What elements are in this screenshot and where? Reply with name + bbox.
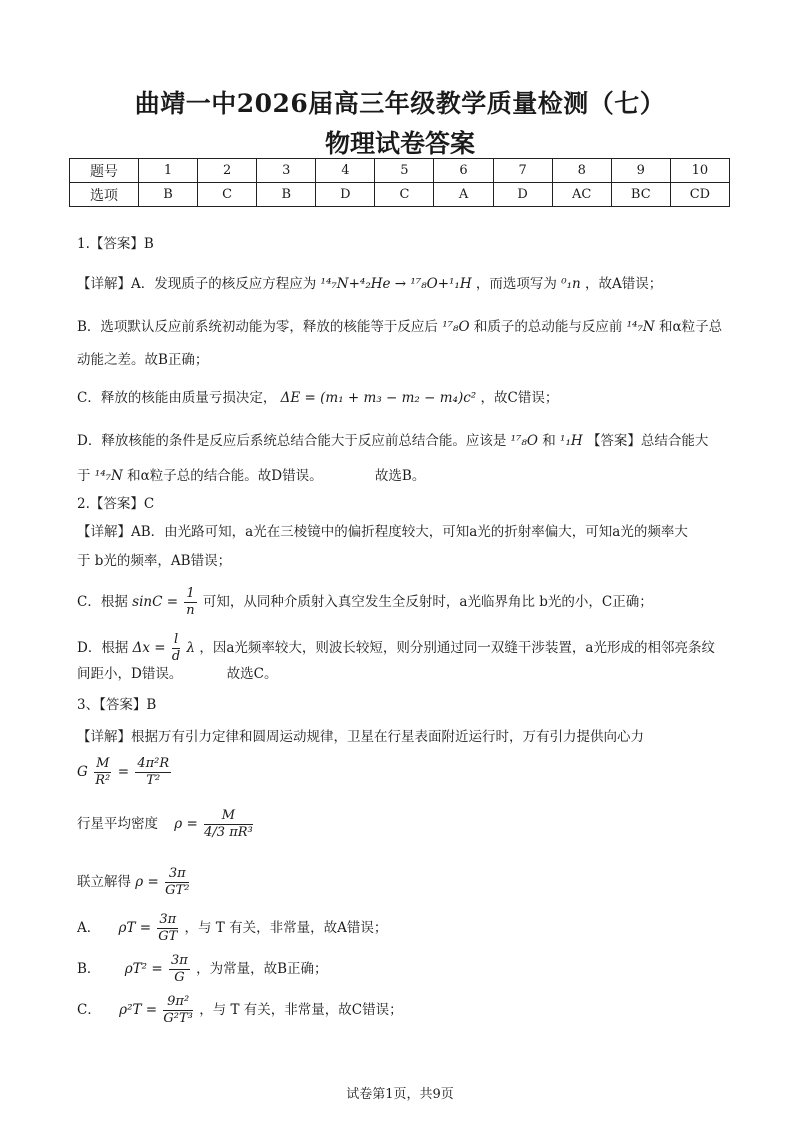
fraction-numerator: M [96,756,110,771]
q2-detail-ab1: 【详解】AB．由光路可知，a光在三棱镜中的偏折程度较大，可知a光的折射率偏大，可知a光的频率大 [77,524,688,540]
fraction [157,912,178,945]
q1-detail-c [77,388,558,408]
answer-table [69,158,730,207]
q2-answer: 2.【答案】C [77,496,155,512]
fraction-denominator: G [174,970,185,985]
q2-detail-d-end: ，因a光频率较大，则波长较短，则分别通过同一双缝干涉装置，a光形成的相邻亮条纹 [199,640,715,656]
table-cell: 2 [198,159,257,183]
q1-detail-d2-text: 和α粒子总的结合能。故D错误。 [127,468,323,484]
option-label: B． [77,961,101,977]
fraction-numerator: 4π²R [137,756,170,771]
q1-equation-b2: ¹⁴₇N [626,319,655,335]
fraction [135,756,171,789]
table-cell: B [139,183,198,207]
page-title: 曲靖一中2026届高三年级教学质量检测（七） [134,89,666,118]
table-header-answer: 选项 [70,183,139,207]
solve-lhs: ρ = [135,874,159,890]
q1-answer: 1.【答案】B [77,236,154,252]
fraction-denominator: d [171,649,181,664]
equals-sign: = [117,764,130,780]
fraction [94,756,111,789]
table-cell: B [257,183,316,207]
fraction-numerator: 1 [186,586,195,601]
q2-choose: 故选C。 [226,666,278,682]
table-cell: 8 [552,159,611,183]
q1-detail-d1-mid: 和 [542,433,556,449]
q1-equation-a: ¹⁴₇N+⁴₂He → ¹⁷₈O+¹₁H [320,276,472,292]
q3-solve [77,866,191,899]
table-cell: 5 [375,159,434,183]
solve-label: 联立解得 [77,874,131,890]
table-cell: C [198,183,257,207]
fraction [163,994,192,1027]
option-text: ，与 T 有关，非常量，故C错误； [199,1002,403,1018]
q2-detail-d2 [77,664,277,684]
fraction-denominator: n [186,603,195,618]
q1-detail-b1-text: B．选项默认反应前系统初动能为零，释放的核能等于反应后 [77,319,438,335]
fraction-denominator: T² [146,773,161,788]
table-cell: C [375,183,434,207]
q3-option-a [77,912,387,945]
q2-detail-c-end: 可知，从同种介质射入真空发生全反射时，a光临界角比 b光的小，C正确； [202,594,653,610]
fraction-numerator: 3π [170,953,188,968]
q1-equation-d3: ¹⁴₇N [94,468,123,484]
fraction [165,866,189,899]
q1-equation-d1: ¹⁷₈O [510,433,538,449]
q1-detail-b1 [77,317,722,337]
q3-option-b [77,953,328,986]
table-header-number: 题号 [70,159,139,183]
q1-detail-a-text: 【详解】A．发现质子的核反应方程应为 [77,276,317,292]
option-label: C． [77,1002,101,1018]
fraction-numerator: 3π [159,912,177,927]
q3-density [77,808,255,841]
option-text: ，与 T 有关，非常量，故A错误； [184,920,388,936]
fraction-denominator: GT² [165,883,190,898]
q1-detail-b1-end: 和α粒子总 [658,319,723,335]
q2-fraction-d [172,632,180,665]
q2-detail-d-text: D．根据 [77,640,129,656]
table-cell: 6 [434,159,493,183]
q3-option-c [77,994,403,1027]
q3-equation-1 [77,756,173,789]
fraction-denominator: R² [95,773,111,788]
q2-detail-c-text: C．根据 [77,594,128,610]
table-cell: D [493,183,552,207]
q1-detail-a [77,274,662,294]
q1-detail-a-tail: ，而选项写为 [475,276,557,292]
option-lhs: ρT² = [124,961,163,977]
q1-detail-c-end: ，故C错误； [480,390,559,406]
table-cell: 4 [316,159,375,183]
fraction-denominator: G²T³ [163,1011,193,1026]
q3-detail: 【详解】根据万有引力定律和圆周运动规律，卫星在行星表面附近运行时，万有引力提供向心力 [77,729,644,745]
fraction-numerator: l [172,632,180,649]
page-footer: 试卷第1页，共9页 [346,1087,454,1102]
option-lhs: ρT = [118,920,152,936]
q1-detail-d2 [77,466,425,486]
q2-detail-d2-text: 间距小，D错误。 [77,666,183,682]
q1-detail-d2-pre: 于 [77,468,91,484]
q1-detail-a-end: ，故A错误； [585,276,663,292]
table-cell: A [434,183,493,207]
q2-equation-d-lhs: Δx = [132,640,166,656]
q2-detail-ab2: 于 b光的频率，AB错误； [77,553,232,569]
q2-equation-d-tail: λ [186,640,196,656]
table-cell: D [316,183,375,207]
fraction-numerator: M [204,808,253,825]
option-text: ，为常量，故B正确； [196,961,328,977]
table-cell: 9 [611,159,670,183]
q1-detail-b1-mid: 和质子的总动能与反应前 [473,319,623,335]
q1-detail-d1-end: 【答案】总结合能大 [586,433,709,449]
table-cell: CD [670,183,729,207]
q1-detail-c-text: C．释放的核能由质量亏损决定， [77,390,277,406]
page-subtitle: 物理试卷答案 [324,129,475,158]
q1-equation-a2: ⁰₁n [561,276,581,292]
q1-detail-d1 [77,431,708,451]
table-cell: 3 [257,159,316,183]
table-cell: BC [611,183,670,207]
density-label: 行星平均密度 [77,816,158,832]
q1-detail-d1-text: D．释放核能的条件是反应后系统总结合能大于反应前总结合能。应该是 [77,433,507,449]
fraction [204,808,253,841]
table-cell: 10 [670,159,729,183]
q1-equation-d2: ¹₁H [560,433,583,449]
fraction-numerator: 9π² [163,994,192,1011]
q2-detail-d [77,632,715,665]
q2-fraction-c [184,586,196,619]
q1-detail-b2: 动能之差。故B正确； [77,352,209,368]
table-row-numbers [70,159,730,183]
q1-equation-c: ΔE = (m₁ + m₃ − m₂ − m₄)c² [280,390,477,406]
density-lhs: ρ = [174,816,198,832]
fraction-numerator: 3π [165,866,189,883]
q3-answer: 3、【答案】B [77,697,157,713]
table-row-answers [70,183,730,207]
q2-detail-c [77,586,653,619]
fraction [169,953,190,986]
table-cell: AC [552,183,611,207]
q1-equation-b1: ¹⁷₈O [442,319,470,335]
option-label: A． [77,920,101,936]
table-cell: 1 [139,159,198,183]
table-cell: 7 [493,159,552,183]
eq-symbol-g: G [77,764,88,780]
q2-equation-c-lhs: sinC = [132,594,179,610]
option-lhs: ρ²T = [119,1002,158,1018]
fraction-denominator: GT [158,929,178,944]
q1-choose: 故选B。 [374,468,426,484]
fraction-denominator: 4/3 πR³ [204,825,253,840]
